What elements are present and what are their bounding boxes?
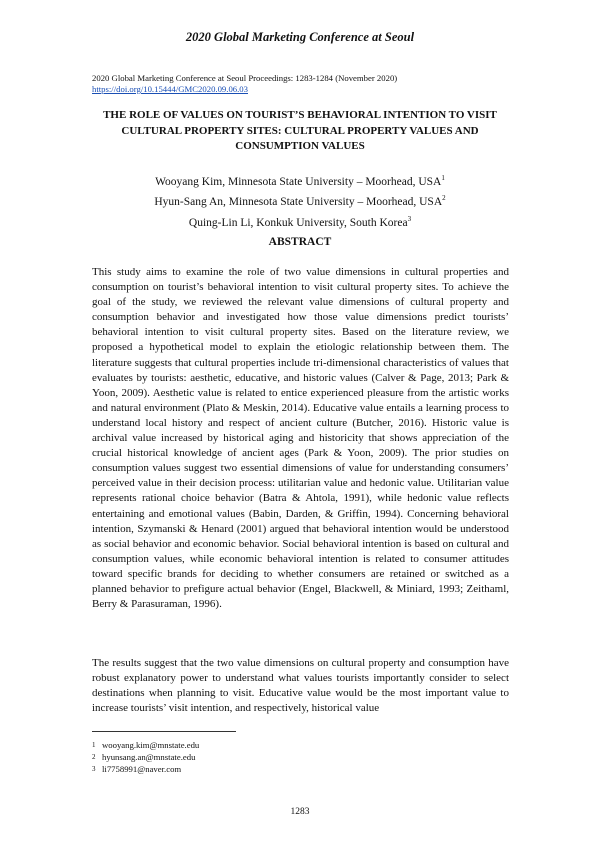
footnote-marker: 3 — [407, 214, 412, 223]
author-line — [80, 190, 520, 210]
proceedings-citation: 2020 Global Marketing Conference at Seoul Proceedings: 1283-1284 (November 2020) — [92, 73, 398, 83]
doi-link[interactable]: https://doi.org/10.15444/GMC2020.09.06.03 — [92, 84, 248, 94]
footnote-number: 1 — [92, 741, 96, 749]
footnote-email: wooyang.kim@mnstate.edu — [102, 740, 200, 750]
abstract-paragraph: The results suggest that the two value dimensions on cultural property and consumption have robust explanatory power to understand what values tourists importantly consider to select destinations when planning to visit. Educative value would be the most important value to increase tourists’ visit intention, and respectively, historical value — [92, 657, 509, 715]
paper-title: THE ROLE OF VALUES ON TOURIST’S BEHAVIORAL INTENTION TO VISIT CULTURAL PROPERTY SITES: CULTURAL PROPERTY VALUES AND CONSUMPTION VALUES — [103, 109, 497, 152]
author-line — [80, 211, 520, 231]
footnote — [92, 751, 392, 763]
footnote-email: li7758991@naver.com — [102, 764, 182, 774]
author-affiliation: Wooyang Kim, Minnesota State University – Moorhead, USA — [155, 175, 442, 188]
footnote-marker: 2 — [442, 194, 446, 203]
footnotes — [92, 739, 392, 775]
footnote-number: 3 — [92, 765, 96, 773]
footnote-marker: 1 — [441, 174, 445, 182]
abstract-heading: ABSTRACT — [268, 236, 332, 248]
page-number: 1283 — [290, 807, 310, 817]
abstract-paragraph: This study aims to examine the role of two value dimensions in cultural properties and consumption on tourist’s behavioral intention to visit cultural property sites. To achieve the goal of the study, we reviewed the relevant value dimensions of cultural property and consumption behavior and investigated how those value dimensions predict tourists’ behavioral intention to visit cultural property sites. Based on the literature review, we proposed a hypothetical model to explain the etiologic relationship between them. The literature suggests that cultural properties include tri-dimensional characteristics of values that evaluates by tourists: aesthetic, educative, and historic values (Calver & Page, 2013; Park & Yoon, 2009). Aesthetic value is related to entice experienced pleasure from the artistic works and natural environment (Plato & Meskin, 2014). Educative value entails a learning process to understand local history and respect of ancient culture (Butcher, 2016). Historic value is archival value increased by historical aging and historicity that shows appreciation of the crucial historical knowledge of ancient ages (Park & Yoon, 2009). The prior studies on consumption values suggest two essential dimensions of value for understanding consumers’ perceived value in their decision process: utilitarian value and hedonic value. Utilitarian value represents rational choice behavior (Batra & Ahtola, 1991), while hedonic value reflects entertaining and emotional values (Babin, Darden, & Griffin, 1994). Concerning behavioral intention, Szymanski & Henard (2001) argued that behavioral intention would be understood as social behavior and economic behavior. Social behavioral intention is based on cultural and consumption values, while economic behavioral intention is related to consumer attitudes toward specific brands for deciding to whether consumers are retained or switched as a planned behavior to prefigure actual behavior (Engel, Blackwell, & Miniard, 1993; Zeithaml, Berry & Parasuraman, 1996). — [92, 266, 509, 611]
author-line — [80, 170, 520, 190]
running-head: 2020 Global Marketing Conference at Seoul — [185, 30, 415, 44]
author-list — [80, 170, 520, 231]
proceedings-info — [92, 73, 512, 95]
footnote-divider — [92, 731, 236, 732]
author-affiliation: Quing-Lin Li, Konkuk University, South Korea — [188, 216, 408, 229]
footnote — [92, 739, 392, 751]
footnote-email: hyunsang.an@mnstate.edu — [102, 752, 196, 762]
footnote — [92, 763, 392, 775]
footnote-number: 2 — [92, 753, 96, 761]
author-affiliation: Hyun-Sang An, Minnesota State University – Moorhead, USA — [154, 196, 443, 209]
